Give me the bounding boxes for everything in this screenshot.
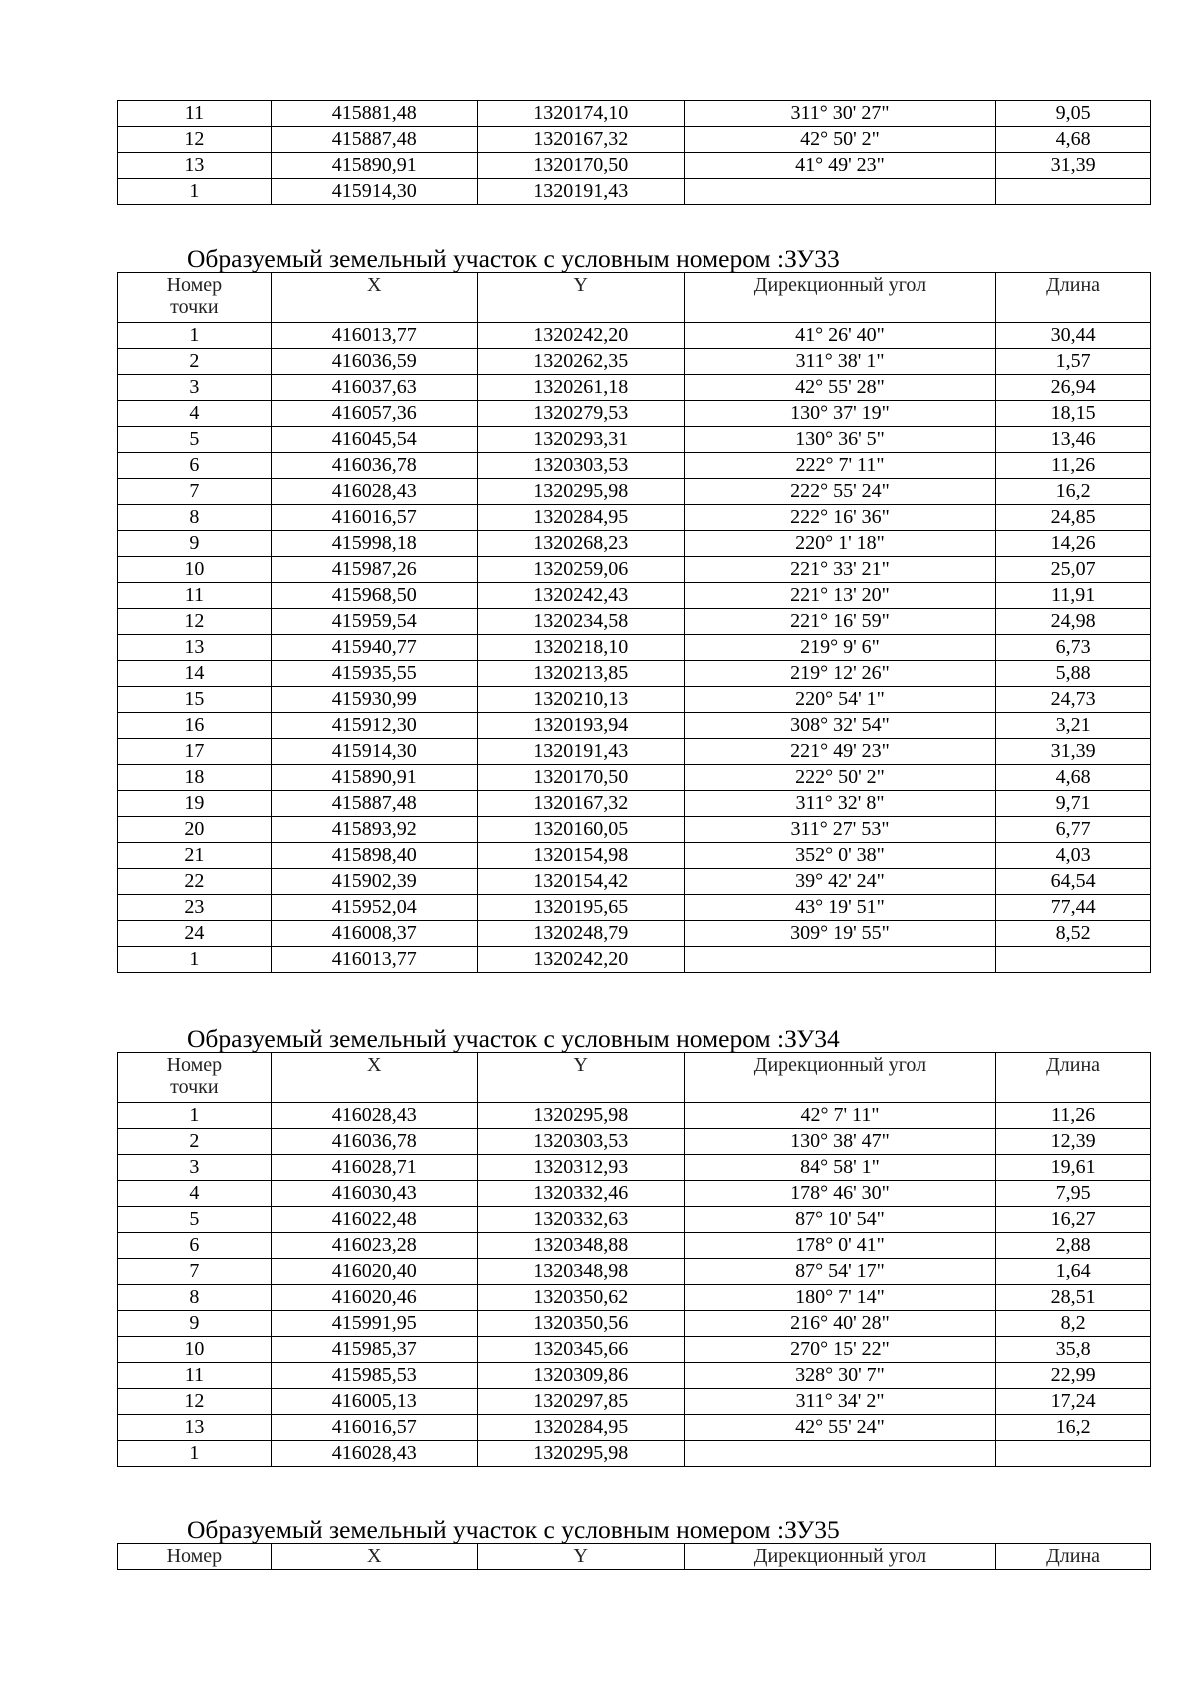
cell-length: 12,39 (996, 1129, 1151, 1155)
cell-bearing: 41° 26' 40" (684, 323, 996, 349)
cell-x: 415985,53 (271, 1363, 477, 1389)
cell-y: 1320218,10 (477, 635, 684, 661)
table-row (118, 1103, 1151, 1129)
cell-point-number: 13 (118, 635, 272, 661)
cell-x: 416036,59 (271, 349, 477, 375)
cell-y: 1320262,35 (477, 349, 684, 375)
cell-y: 1320348,88 (477, 1233, 684, 1259)
cell-y: 1320248,79 (477, 921, 684, 947)
table-row (118, 765, 1151, 791)
cell-point-number: 6 (118, 1233, 272, 1259)
cell-length: 28,51 (996, 1285, 1151, 1311)
cell-bearing: 221° 33' 21" (684, 557, 996, 583)
cell-x: 415952,04 (271, 895, 477, 921)
cell-bearing: 130° 37' 19" (684, 401, 996, 427)
cell-bearing: 220° 54' 1" (684, 687, 996, 713)
cell-length (996, 1441, 1151, 1467)
table-row (118, 349, 1151, 375)
cell-bearing: 311° 34' 2" (684, 1389, 996, 1415)
table-header-row (118, 1053, 1151, 1103)
cell-y: 1320345,66 (477, 1337, 684, 1363)
cell-length: 64,54 (996, 869, 1151, 895)
table-row (118, 817, 1151, 843)
cell-bearing: 42° 50' 2" (684, 127, 996, 153)
cell-x: 415998,18 (271, 531, 477, 557)
cell-y: 1320261,18 (477, 375, 684, 401)
cell-y: 1320279,53 (477, 401, 684, 427)
cell-point-number: 10 (118, 557, 272, 583)
coordinates-table-zu33 (117, 272, 1151, 973)
cell-x: 415940,77 (271, 635, 477, 661)
cell-y: 1320193,94 (477, 713, 684, 739)
cell-length: 9,71 (996, 791, 1151, 817)
cell-x: 415968,50 (271, 583, 477, 609)
cell-y: 1320284,95 (477, 505, 684, 531)
table-row (118, 713, 1151, 739)
header-point-number: Номер (118, 1544, 272, 1570)
cell-length: 2,88 (996, 1233, 1151, 1259)
cell-length: 9,05 (996, 101, 1151, 127)
cell-length: 30,44 (996, 323, 1151, 349)
header-length: Длина (996, 273, 1151, 323)
cell-y: 1320268,23 (477, 531, 684, 557)
table-row (118, 739, 1151, 765)
cell-bearing: 309° 19' 55" (684, 921, 996, 947)
cell-x: 415881,48 (271, 101, 477, 127)
cell-point-number: 23 (118, 895, 272, 921)
cell-length: 16,27 (996, 1207, 1151, 1233)
header-y: Y (477, 1544, 684, 1570)
cell-bearing: 39° 42' 24" (684, 869, 996, 895)
cell-bearing: 42° 55' 24" (684, 1415, 996, 1441)
coordinates-table-zu34 (117, 1052, 1151, 1467)
cell-point-number: 24 (118, 921, 272, 947)
cell-y: 1320242,43 (477, 583, 684, 609)
cell-point-number: 7 (118, 1259, 272, 1285)
table-row (118, 661, 1151, 687)
cell-point-number: 2 (118, 349, 272, 375)
cell-bearing: 130° 36' 5" (684, 427, 996, 453)
cell-x: 416037,63 (271, 375, 477, 401)
cell-point-number: 1 (118, 1103, 272, 1129)
cell-x: 416020,40 (271, 1259, 477, 1285)
cell-point-number: 11 (118, 101, 272, 127)
cell-point-number: 6 (118, 453, 272, 479)
cell-length: 8,52 (996, 921, 1151, 947)
cell-x: 415902,39 (271, 869, 477, 895)
table-header-row (118, 1544, 1151, 1570)
cell-length: 18,15 (996, 401, 1151, 427)
cell-y: 1320242,20 (477, 947, 684, 973)
cell-bearing: 43° 19' 51" (684, 895, 996, 921)
table-header-row (118, 273, 1151, 323)
cell-length: 4,68 (996, 127, 1151, 153)
cell-x: 415890,91 (271, 765, 477, 791)
table-row (118, 323, 1151, 349)
cell-bearing: 222° 55' 24" (684, 479, 996, 505)
cell-point-number: 3 (118, 1155, 272, 1181)
cell-y: 1320160,05 (477, 817, 684, 843)
cell-x: 415887,48 (271, 791, 477, 817)
cell-point-number: 1 (118, 323, 272, 349)
cell-point-number: 20 (118, 817, 272, 843)
cell-bearing: 87° 54' 17" (684, 1259, 996, 1285)
cell-point-number: 7 (118, 479, 272, 505)
header-x: X (271, 1053, 477, 1103)
cell-y: 1320213,85 (477, 661, 684, 687)
cell-point-number: 2 (118, 1129, 272, 1155)
cell-bearing: 87° 10' 54" (684, 1207, 996, 1233)
table-row (118, 947, 1151, 973)
header-y: Y (477, 1053, 684, 1103)
cell-length (996, 179, 1151, 205)
cell-bearing: 178° 46' 30" (684, 1181, 996, 1207)
cell-y: 1320332,63 (477, 1207, 684, 1233)
cell-point-number: 19 (118, 791, 272, 817)
cell-bearing: 220° 1' 18" (684, 531, 996, 557)
header-bearing: Дирекционный угол (684, 1053, 996, 1103)
cell-length: 24,85 (996, 505, 1151, 531)
cell-bearing: 42° 55' 28" (684, 375, 996, 401)
cell-x: 415887,48 (271, 127, 477, 153)
cell-bearing (684, 179, 996, 205)
cell-length: 4,03 (996, 843, 1151, 869)
cell-y: 1320293,31 (477, 427, 684, 453)
section-title-zu34: Образуемый земельный участок с условным номером :ЗУ34 (187, 1024, 840, 1053)
cell-y: 1320297,85 (477, 1389, 684, 1415)
cell-point-number: 1 (118, 1441, 272, 1467)
cell-length: 17,24 (996, 1389, 1151, 1415)
cell-x: 416008,37 (271, 921, 477, 947)
cell-y: 1320242,20 (477, 323, 684, 349)
table-row (118, 687, 1151, 713)
cell-point-number: 9 (118, 1311, 272, 1337)
table-row (118, 557, 1151, 583)
table-row (118, 609, 1151, 635)
table-row (118, 531, 1151, 557)
cell-length: 35,8 (996, 1337, 1151, 1363)
cell-y: 1320332,46 (477, 1181, 684, 1207)
table-row (118, 1181, 1151, 1207)
cell-bearing: 222° 16' 36" (684, 505, 996, 531)
coordinates-table-continued (117, 100, 1151, 205)
cell-point-number: 4 (118, 401, 272, 427)
cell-bearing: 178° 0' 41" (684, 1233, 996, 1259)
cell-point-number: 11 (118, 583, 272, 609)
cell-y: 1320191,43 (477, 179, 684, 205)
cell-x: 415914,30 (271, 739, 477, 765)
header-bearing: Дирекционный угол (684, 273, 996, 323)
cell-length: 22,99 (996, 1363, 1151, 1389)
table-row (118, 869, 1151, 895)
cell-x: 415985,37 (271, 1337, 477, 1363)
coordinates-table-zu35 (117, 1543, 1151, 1570)
cell-bearing: 219° 12' 26" (684, 661, 996, 687)
cell-point-number: 4 (118, 1181, 272, 1207)
cell-point-number: 15 (118, 687, 272, 713)
cell-point-number: 21 (118, 843, 272, 869)
cell-length: 8,2 (996, 1311, 1151, 1337)
cell-point-number: 8 (118, 1285, 272, 1311)
header-length: Длина (996, 1544, 1151, 1570)
cell-x: 416016,57 (271, 505, 477, 531)
cell-length: 6,77 (996, 817, 1151, 843)
cell-x: 416028,43 (271, 1103, 477, 1129)
cell-point-number: 12 (118, 1389, 272, 1415)
table-row (118, 101, 1151, 127)
cell-bearing: 311° 30' 27" (684, 101, 996, 127)
cell-x: 416028,43 (271, 1441, 477, 1467)
cell-y: 1320154,42 (477, 869, 684, 895)
cell-point-number: 5 (118, 1207, 272, 1233)
table-row (118, 1415, 1151, 1441)
table-row (118, 1389, 1151, 1415)
table-row (118, 583, 1151, 609)
cell-bearing: 328° 30' 7" (684, 1363, 996, 1389)
cell-point-number: 5 (118, 427, 272, 453)
table-row (118, 479, 1151, 505)
table-row (118, 453, 1151, 479)
table-row (118, 1363, 1151, 1389)
cell-point-number: 22 (118, 869, 272, 895)
cell-x: 415893,92 (271, 817, 477, 843)
cell-y: 1320191,43 (477, 739, 684, 765)
cell-x: 416013,77 (271, 947, 477, 973)
header-x: X (271, 273, 477, 323)
cell-point-number: 16 (118, 713, 272, 739)
cell-bearing: 216° 40' 28" (684, 1311, 996, 1337)
cell-length: 4,68 (996, 765, 1151, 791)
header-point-number: Номер точки (118, 1053, 272, 1103)
table-row (118, 921, 1151, 947)
cell-length: 31,39 (996, 153, 1151, 179)
cell-length: 6,73 (996, 635, 1151, 661)
cell-length: 25,07 (996, 557, 1151, 583)
cell-point-number: 1 (118, 179, 272, 205)
cell-length: 11,26 (996, 453, 1151, 479)
cell-y: 1320350,56 (477, 1311, 684, 1337)
table-row (118, 1311, 1151, 1337)
table-row (118, 1233, 1151, 1259)
cell-bearing: 308° 32' 54" (684, 713, 996, 739)
cell-x: 416022,48 (271, 1207, 477, 1233)
cell-y: 1320174,10 (477, 101, 684, 127)
cell-x: 415912,30 (271, 713, 477, 739)
cell-length: 16,2 (996, 1415, 1151, 1441)
cell-bearing (684, 947, 996, 973)
cell-length (996, 947, 1151, 973)
cell-bearing: 180° 7' 14" (684, 1285, 996, 1311)
table-row (118, 791, 1151, 817)
cell-bearing: 221° 13' 20" (684, 583, 996, 609)
cell-point-number: 9 (118, 531, 272, 557)
cell-y: 1320167,32 (477, 127, 684, 153)
table-row (118, 127, 1151, 153)
cell-x: 415930,99 (271, 687, 477, 713)
header-x: X (271, 1544, 477, 1570)
table-row (118, 427, 1151, 453)
cell-x: 416036,78 (271, 1129, 477, 1155)
cell-bearing: 221° 49' 23" (684, 739, 996, 765)
cell-bearing (684, 1441, 996, 1467)
cell-x: 416028,71 (271, 1155, 477, 1181)
cell-length: 77,44 (996, 895, 1151, 921)
cell-bearing: 222° 50' 2" (684, 765, 996, 791)
cell-y: 1320350,62 (477, 1285, 684, 1311)
table-row (118, 505, 1151, 531)
cell-length: 24,73 (996, 687, 1151, 713)
cell-y: 1320259,06 (477, 557, 684, 583)
table-row (118, 1155, 1151, 1181)
cell-point-number: 8 (118, 505, 272, 531)
cell-bearing: 84° 58' 1" (684, 1155, 996, 1181)
cell-bearing: 130° 38' 47" (684, 1129, 996, 1155)
cell-point-number: 3 (118, 375, 272, 401)
cell-y: 1320312,93 (477, 1155, 684, 1181)
cell-y: 1320303,53 (477, 1129, 684, 1155)
cell-y: 1320303,53 (477, 453, 684, 479)
table-row (118, 1285, 1151, 1311)
cell-y: 1320195,65 (477, 895, 684, 921)
cell-bearing: 222° 7' 11" (684, 453, 996, 479)
cell-length: 11,91 (996, 583, 1151, 609)
cell-bearing: 219° 9' 6" (684, 635, 996, 661)
cell-bearing: 311° 38' 1" (684, 349, 996, 375)
cell-bearing: 42° 7' 11" (684, 1103, 996, 1129)
header-length: Длина (996, 1053, 1151, 1103)
cell-bearing: 311° 32' 8" (684, 791, 996, 817)
cell-x: 415959,54 (271, 609, 477, 635)
cell-x: 416005,13 (271, 1389, 477, 1415)
cell-point-number: 12 (118, 127, 272, 153)
table-row (118, 895, 1151, 921)
cell-length: 7,95 (996, 1181, 1151, 1207)
cell-x: 416013,77 (271, 323, 477, 349)
cell-bearing: 311° 27' 53" (684, 817, 996, 843)
cell-length: 26,94 (996, 375, 1151, 401)
cell-length: 24,98 (996, 609, 1151, 635)
cell-y: 1320170,50 (477, 153, 684, 179)
cell-y: 1320170,50 (477, 765, 684, 791)
cell-bearing: 221° 16' 59" (684, 609, 996, 635)
table-row (118, 1259, 1151, 1285)
cell-length: 31,39 (996, 739, 1151, 765)
cell-x: 415898,40 (271, 843, 477, 869)
cell-point-number: 18 (118, 765, 272, 791)
cell-length: 19,61 (996, 1155, 1151, 1181)
cell-point-number: 10 (118, 1337, 272, 1363)
cell-length: 1,57 (996, 349, 1151, 375)
section-title-zu35: Образуемый земельный участок с условным номером :ЗУ35 (187, 1515, 840, 1544)
table-row (118, 1207, 1151, 1233)
cell-bearing: 41° 49' 23" (684, 153, 996, 179)
cell-x: 415890,91 (271, 153, 477, 179)
table-row (118, 635, 1151, 661)
cell-x: 415935,55 (271, 661, 477, 687)
cell-length: 1,64 (996, 1259, 1151, 1285)
cell-point-number: 12 (118, 609, 272, 635)
header-bearing: Дирекционный угол (684, 1544, 996, 1570)
cell-x: 416020,46 (271, 1285, 477, 1311)
table-row (118, 1337, 1151, 1363)
cell-point-number: 1 (118, 947, 272, 973)
cell-length: 16,2 (996, 479, 1151, 505)
cell-x: 415991,95 (271, 1311, 477, 1337)
cell-y: 1320348,98 (477, 1259, 684, 1285)
table-row (118, 1129, 1151, 1155)
header-y: Y (477, 273, 684, 323)
cell-y: 1320309,86 (477, 1363, 684, 1389)
cell-x: 416045,54 (271, 427, 477, 453)
cell-length: 3,21 (996, 713, 1151, 739)
cell-point-number: 17 (118, 739, 272, 765)
cell-x: 416036,78 (271, 453, 477, 479)
cell-point-number: 13 (118, 1415, 272, 1441)
table-row (118, 179, 1151, 205)
cell-bearing: 352° 0' 38" (684, 843, 996, 869)
cell-x: 416023,28 (271, 1233, 477, 1259)
header-point-number: Номер точки (118, 273, 272, 323)
cell-x: 415987,26 (271, 557, 477, 583)
cell-bearing: 270° 15' 22" (684, 1337, 996, 1363)
cell-x: 415914,30 (271, 179, 477, 205)
cell-length: 5,88 (996, 661, 1151, 687)
table-row (118, 843, 1151, 869)
section-title-zu33: Образуемый земельный участок с условным номером :ЗУ33 (187, 244, 840, 273)
cell-length: 13,46 (996, 427, 1151, 453)
cell-length: 14,26 (996, 531, 1151, 557)
cell-x: 416030,43 (271, 1181, 477, 1207)
table-row (118, 1441, 1151, 1467)
cell-point-number: 11 (118, 1363, 272, 1389)
cell-x: 416028,43 (271, 479, 477, 505)
cell-y: 1320295,98 (477, 1441, 684, 1467)
cell-y: 1320284,95 (477, 1415, 684, 1441)
cell-x: 416057,36 (271, 401, 477, 427)
cell-y: 1320295,98 (477, 1103, 684, 1129)
table-row (118, 375, 1151, 401)
cell-y: 1320167,32 (477, 791, 684, 817)
cell-y: 1320295,98 (477, 479, 684, 505)
table-row (118, 401, 1151, 427)
cell-y: 1320234,58 (477, 609, 684, 635)
cell-y: 1320154,98 (477, 843, 684, 869)
cell-x: 416016,57 (271, 1415, 477, 1441)
cell-y: 1320210,13 (477, 687, 684, 713)
cell-point-number: 14 (118, 661, 272, 687)
cell-point-number: 13 (118, 153, 272, 179)
cell-length: 11,26 (996, 1103, 1151, 1129)
table-row (118, 153, 1151, 179)
